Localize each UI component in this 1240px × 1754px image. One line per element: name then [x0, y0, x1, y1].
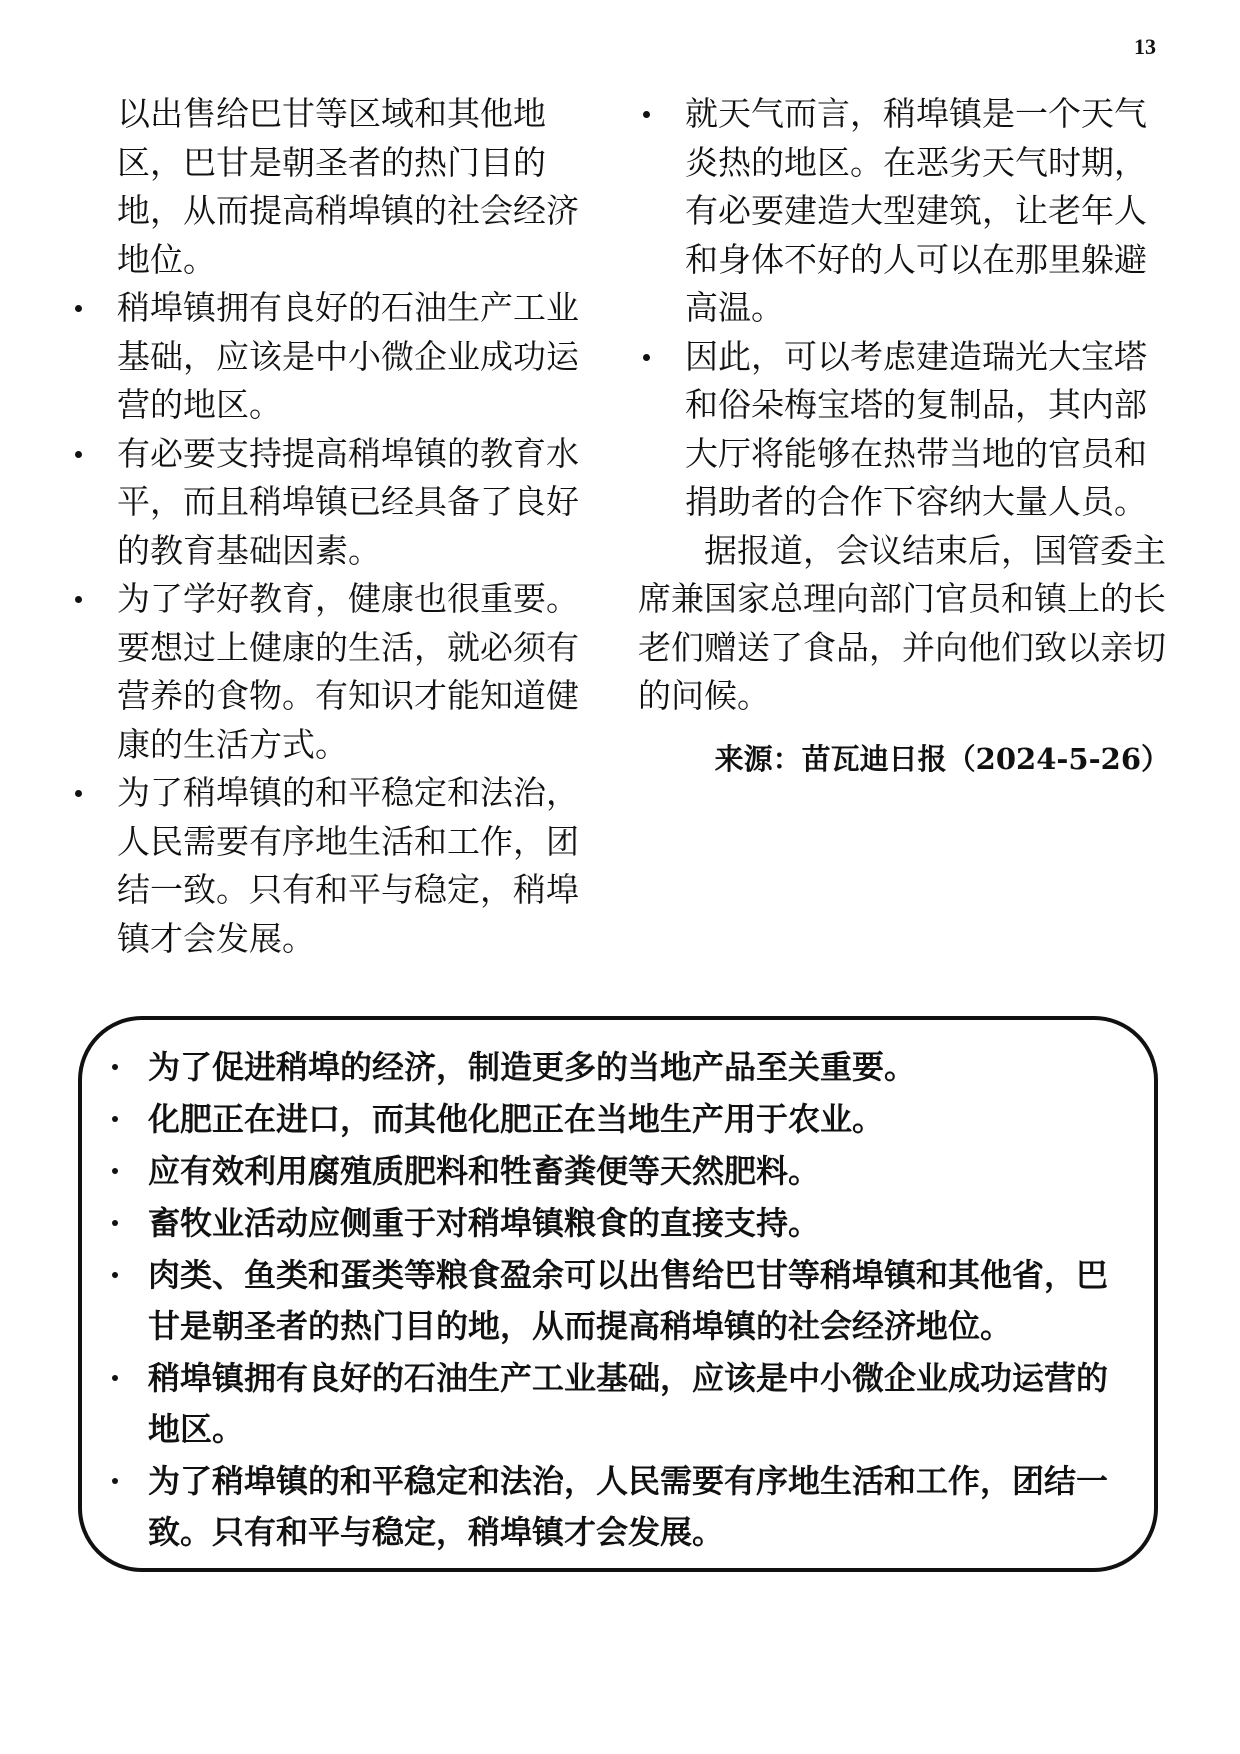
list-item-text: 就天气而言，稍埠镇是一个天气炎热的地区。在恶劣天气时期，有必要建造大型建筑，让老年人和身体不好的人可以在那里躲避高温。 — [685, 94, 1147, 327]
bullet-icon — [112, 1375, 118, 1381]
summary-item — [106, 1250, 1118, 1352]
summary-item-text: 化肥正在进口，而其他化肥正在当地生产用于农业。 — [148, 1100, 885, 1138]
summary-item-text: 畜牧业活动应侧重于对稍埠镇粮食的直接支持。 — [148, 1204, 821, 1242]
bullet-icon — [112, 1116, 118, 1122]
summary-item — [106, 1146, 1118, 1197]
bullet-icon — [112, 1478, 118, 1484]
list-item — [638, 333, 1178, 527]
list-item-text: 稍埠镇拥有良好的石油生产工业基础，应该是中小微企业成功运营的地区。 — [117, 288, 579, 424]
bullet-icon — [643, 111, 650, 118]
summary-item — [106, 1456, 1118, 1558]
list-item-text: 有必要支持提高稍埠镇的教育水平，而且稍埠镇已经具备了良好的教育基础因素。 — [117, 433, 579, 570]
bullet-icon — [643, 354, 650, 361]
list-item — [638, 90, 1178, 333]
left-column — [70, 90, 610, 963]
summary-item — [106, 1353, 1118, 1455]
bullet-icon — [75, 790, 82, 797]
bullet-icon — [75, 451, 82, 458]
list-item — [70, 284, 610, 430]
page-number: 13 — [1134, 34, 1156, 59]
right-column — [638, 90, 1178, 783]
bullet-icon — [112, 1168, 118, 1174]
list-item — [70, 430, 610, 576]
list-item — [70, 769, 610, 963]
summary-item — [106, 1198, 1118, 1249]
summary-item-text: 应有效利用腐殖质肥料和牲畜粪便等天然肥料。 — [148, 1152, 821, 1190]
continued-list-item: 以出售给巴甘等区域和其他地区，巴甘是朝圣者的热门目的地，从而提高稍埠镇的社会经济地位。 — [117, 94, 579, 279]
summary-item-text: 为了促进稍埠的经济，制造更多的当地产品至关重要。 — [148, 1048, 917, 1086]
bullet-icon — [112, 1064, 118, 1070]
summary-item-text: 为了稍埠镇的和平稳定和法治，人民需要有序地生活和工作，团结一致。只有和平与稳定，稍埠镇才会发展。 — [148, 1462, 1109, 1551]
summary-item — [106, 1042, 1118, 1093]
summary-item — [106, 1094, 1118, 1145]
closing-paragraph: 据报道，会议结束后，国管委主席兼国家总理向部门官员和镇上的长老们赠送了食品，并向他们致以亲切的问候。 — [638, 530, 1166, 715]
list-item-text: 为了学好教育，健康也很重要。要想过上健康的生活，就必须有营养的食物。有知识才能知道健康的生活方式。 — [117, 579, 579, 764]
list-item-text: 因此，可以考虑建造瑞光大宝塔和俗朵梅宝塔的复制品，其内部大厅将能够在热带当地的官员和捐助者的合作下容纳大量人员。 — [685, 336, 1147, 521]
bullet-icon — [75, 305, 82, 312]
source-citation: 来源：苗瓦迪日报（2024-5-26） — [714, 741, 1170, 776]
bullet-icon — [112, 1220, 118, 1226]
summary-item-text: 肉类、鱼类和蛋类等粮食盈余可以出售给巴甘等稍埠镇和其他省，巴甘是朝圣者的热门目的地，从而提高稍埠镇的社会经济地位。 — [148, 1256, 1109, 1345]
bullet-icon — [75, 596, 82, 603]
summary-box — [78, 1016, 1158, 1572]
bullet-icon — [112, 1272, 118, 1278]
list-item — [70, 575, 610, 769]
summary-item-text: 稍埠镇拥有良好的石油生产工业基础，应该是中小微企业成功运营的地区。 — [148, 1359, 1109, 1448]
list-item-text: 为了稍埠镇的和平稳定和法治，人民需要有序地生活和工作，团结一致。只有和平与稳定，稍埠镇才会发展。 — [117, 773, 579, 958]
